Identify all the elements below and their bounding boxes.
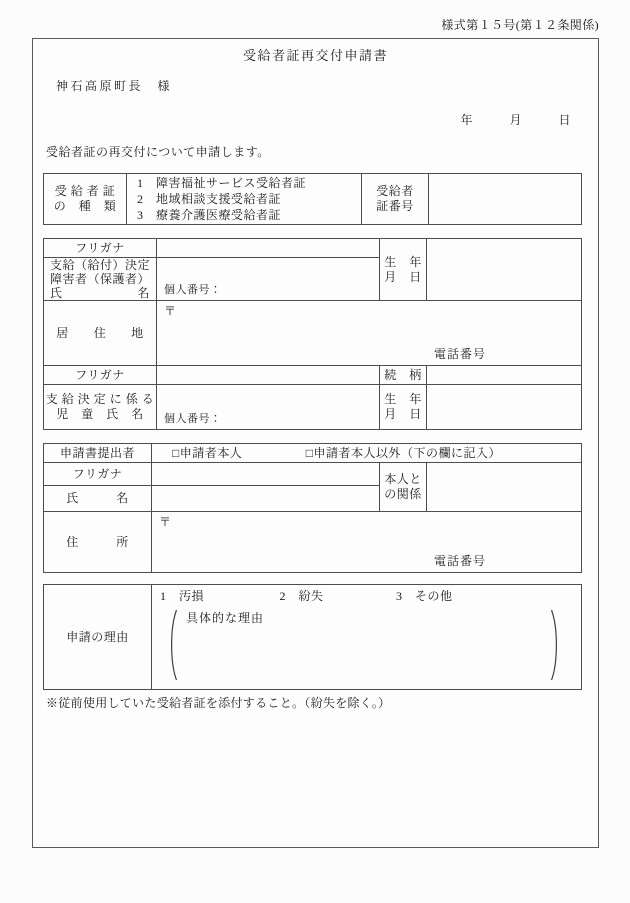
submitter-relation-label-line1: 本人と bbox=[384, 472, 422, 486]
reason-detail-label: 具体的な理由 bbox=[186, 611, 265, 625]
child-name-label-line1: 支 給 決 定 に 係 る bbox=[45, 392, 155, 406]
recipient-name-field[interactable] bbox=[157, 258, 380, 301]
certificate-number-label-line1: 受給者 bbox=[376, 184, 414, 198]
submitter-relation-label bbox=[380, 463, 427, 512]
submitter-name-field[interactable] bbox=[152, 486, 380, 512]
recipient-residence-field[interactable] bbox=[157, 301, 582, 366]
submitter-table bbox=[43, 443, 582, 573]
recipient-furigana-label: フリガナ bbox=[44, 239, 157, 258]
child-birthdate-field[interactable] bbox=[427, 385, 582, 430]
recipient-birthdate-label-line2: 月 日 bbox=[384, 269, 422, 284]
postal-mark-icon: 〒 bbox=[159, 515, 172, 529]
reason-option-loss[interactable]: 2 紛失 bbox=[279, 589, 324, 603]
recipient-birthdate-label bbox=[380, 239, 427, 301]
recipient-name-label-line2: 障害者（保護者） bbox=[49, 272, 150, 286]
certificate-number-label-line2: 証番号 bbox=[376, 199, 414, 213]
form-number-label: 様式第１５号(第１２条関係) bbox=[441, 18, 599, 32]
certificate-type-label-line1: 受 給 者 証 bbox=[54, 184, 116, 198]
child-name-label bbox=[44, 385, 157, 430]
addressee-line: 神石高原町長 様 bbox=[56, 79, 173, 93]
page-title: 受給者証再交付申請書 bbox=[242, 48, 388, 63]
certificate-type-label bbox=[44, 174, 127, 225]
checkbox-applicant-other[interactable]: □申請者本人以外（下の欄に記入） bbox=[305, 445, 501, 460]
certificate-type-options bbox=[127, 174, 362, 225]
submitter-furigana-label: フリガナ bbox=[44, 463, 152, 486]
certificate-type-option-3[interactable]: 3 療養介護医療受給者証 bbox=[137, 208, 282, 222]
recipient-personal-number-label: 個人番号： bbox=[164, 284, 222, 296]
certificate-number-field[interactable] bbox=[429, 174, 582, 225]
recipient-table bbox=[43, 238, 582, 430]
reason-detail-area[interactable] bbox=[152, 609, 581, 689]
submitter-address-field[interactable] bbox=[152, 512, 582, 573]
certificate-type-label-line2: の 種 類 bbox=[53, 199, 117, 213]
child-birthdate-label bbox=[380, 385, 427, 430]
postal-mark-icon: 〒 bbox=[164, 304, 177, 318]
date-day-label: 日 bbox=[558, 113, 571, 127]
application-statement: 受給者証の再交付について申請します。 bbox=[46, 145, 270, 159]
certificate-number-label bbox=[362, 174, 429, 225]
left-parenthesis-icon bbox=[166, 609, 178, 681]
reason-option-stain[interactable]: 1 汚損 bbox=[160, 589, 205, 603]
child-birthdate-label-line1: 生 年 bbox=[384, 392, 422, 406]
recipient-birthdate-field[interactable] bbox=[427, 239, 582, 301]
date-year-label: 年 bbox=[460, 113, 473, 127]
child-birthdate-label-line2: 月 日 bbox=[384, 407, 422, 421]
child-personal-number-label: 個人番号： bbox=[164, 413, 222, 425]
submitter-section-label: 申請書提出者 bbox=[44, 444, 152, 463]
submitter-furigana-field[interactable] bbox=[152, 463, 380, 486]
child-relation-field[interactable] bbox=[427, 366, 582, 385]
child-relation-label: 続 柄 bbox=[380, 366, 427, 385]
child-name-label-line2: 児 童 氏 名 bbox=[56, 407, 144, 421]
checkbox-applicant-self[interactable]: □申請者本人 bbox=[172, 445, 243, 460]
certificate-type-table bbox=[43, 173, 582, 225]
reason-table bbox=[43, 584, 582, 690]
recipient-furigana-field[interactable] bbox=[157, 239, 380, 258]
child-furigana-label: フリガナ bbox=[44, 366, 157, 385]
submitter-type-choices bbox=[152, 444, 582, 463]
attachment-note: ※従前使用していた受給者証を添付すること。（紛失を除く。） bbox=[46, 696, 391, 710]
reason-options bbox=[152, 585, 581, 604]
date-month-label: 月 bbox=[509, 113, 522, 127]
recipient-phone-label: 電話番号 bbox=[433, 347, 486, 361]
certificate-type-option-2[interactable]: 2 地域相談支援受給者証 bbox=[137, 192, 282, 206]
reason-option-other[interactable]: 3 その他 bbox=[396, 589, 453, 603]
submitter-relation-field[interactable] bbox=[427, 463, 582, 512]
submitter-name-label: 氏 名 bbox=[44, 486, 152, 512]
recipient-birthdate-label-line1: 生 年 bbox=[384, 254, 422, 269]
child-furigana-field[interactable] bbox=[157, 366, 380, 385]
reason-content-cell bbox=[152, 585, 582, 690]
child-name-field[interactable] bbox=[157, 385, 380, 430]
certificate-type-option-1[interactable]: 1 障害福祉サービス受給者証 bbox=[137, 176, 307, 190]
recipient-name-label-line1: 支給（給付）決定 bbox=[49, 258, 150, 272]
right-parenthesis-icon bbox=[550, 609, 562, 681]
submitter-relation-label-line2: の関係 bbox=[384, 487, 422, 501]
reason-section-label: 申請の理由 bbox=[44, 585, 152, 690]
recipient-name-label bbox=[44, 258, 157, 301]
submitter-address-label: 住 所 bbox=[44, 512, 152, 573]
recipient-residence-label: 居 住 地 bbox=[44, 301, 157, 366]
form-frame bbox=[32, 38, 599, 848]
submitter-phone-label: 電話番号 bbox=[434, 554, 487, 568]
recipient-name-label-line3: 氏 名 bbox=[49, 286, 150, 300]
date-line bbox=[33, 111, 571, 128]
